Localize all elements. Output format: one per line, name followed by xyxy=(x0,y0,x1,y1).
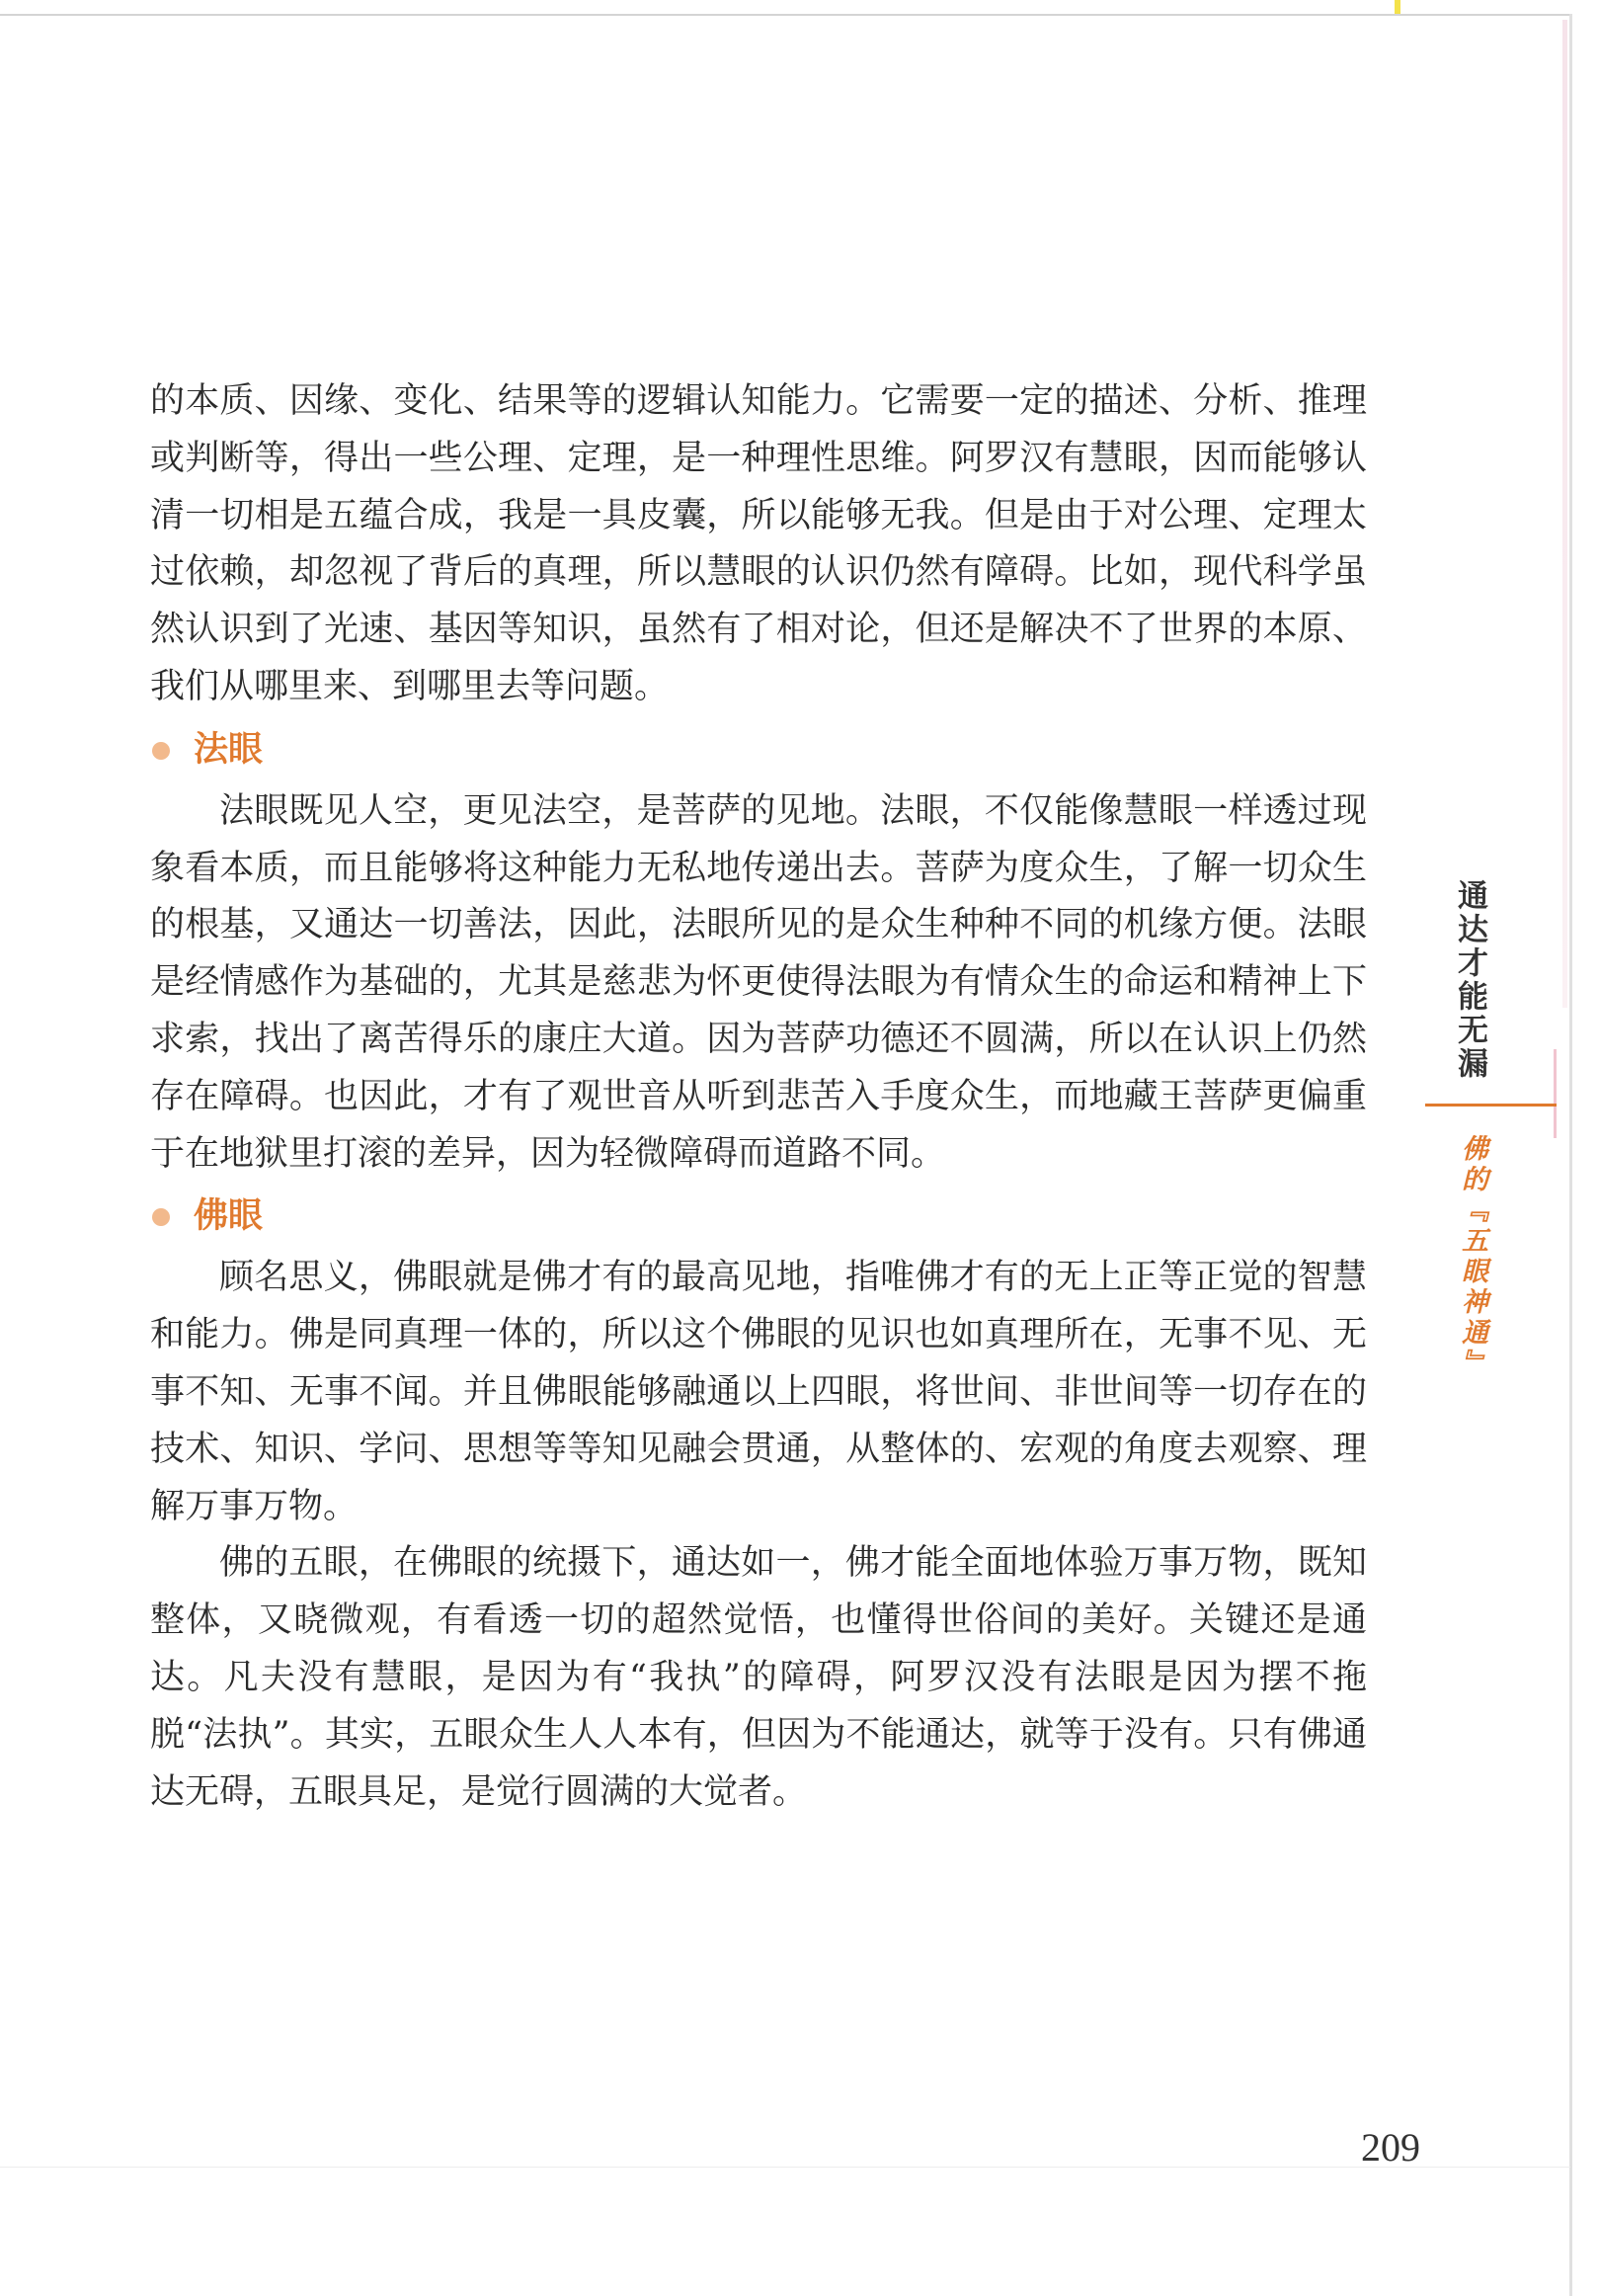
body-text xyxy=(150,373,1367,1821)
paragraph-foyan-2: 佛的五眼，在佛眼的统摄下，通达如一，佛才能全面地体验万事万物，既知整体，又晓微观，有看透一切的超然觉悟，也懂得世俗间的美好。关键还是通达。凡夫没有慧眼，是因为有“我执”的障碍，阿罗汉没有法眼是因为摆不拖脱“法执”。其实，五眼众生人人本有，但因为不能通达，就等于没有。只有佛通达无碍，五眼具足，是觉行圆满的大觉者。 xyxy=(150,1543,1367,1812)
running-title-rule xyxy=(1425,1104,1557,1107)
scan-right-edge xyxy=(1569,14,1572,2296)
paragraph-foyan-1: 顾名思义，佛眼就是佛才有的最高见地，指唯佛才有的无上正等正觉的智慧和能力。佛是同真理一体的，所以这个佛眼的见识也如真理所在，无事不见、无事不知、无事不闻。并且佛眼能够融通以上四眼，将世间、非世间等一切存在的技术、知识、学问、思想等等知见融会贯通，从整体的、宏观的角度去观察、理解万事万物。 xyxy=(150,1258,1367,1526)
section-heading-label: 法眼 xyxy=(194,729,264,770)
chapter-title: 佛的『五眼神通』 xyxy=(1457,1134,1487,1379)
page-number: 209 xyxy=(1361,2125,1420,2170)
section-heading-fayan xyxy=(150,718,1367,783)
section-heading-foyan xyxy=(150,1185,1367,1250)
scan-marker xyxy=(1395,0,1400,14)
section-heading-label: 佛眼 xyxy=(194,1196,264,1237)
running-title-tick xyxy=(1554,1049,1557,1138)
scan-top-edge xyxy=(0,14,1570,16)
bullet-dot xyxy=(152,742,170,760)
scan-bottom-line xyxy=(0,2167,1570,2168)
paragraph-fayan: 法眼既见人空，更见法空，是菩萨的见地。法眼，不仅能像慧眼一样透过现象看本质，而且能够将这种能力无私地传递出去。菩萨为度众生，了解一切众生的根基，又通达一切善法，因此，法眼所见的是众生种种不同的机缘方便。法眼是经情感作为基础的，尤其是慈悲为怀更使得法眼为有情众生的命运和精神上下求索，找出了离苦得乐的康庄大道。因为菩萨功德还不圆满，所以在认识上仍然存在障碍。也因此，才有了观世音从听到悲苦入手度众生，而地藏王菩萨更偏重于在地狱里打滚的差异，因为轻微障碍而道路不同。 xyxy=(150,790,1367,1174)
paragraph-continued: 的本质、因缘、变化、结果等的逻辑认知能力。它需要一定的描述、分析、推理或判断等，得出一些公理、定理，是一种理性思维。阿罗汉有慧眼，因而能够认清一切相是五蕴合成，我是一具皮囊，所以能够无我。但是由于对公理、定理太过依赖，却忽视了背后的真理，所以慧眼的认识仍然有障碍。比如，现代科学虽然认识到了光速、基因等知识，虽然有了相对论，但还是解决不了世界的本原、我们从哪里来、到哪里去等问题。 xyxy=(150,381,1367,706)
page-edge-tint xyxy=(1562,20,1567,1008)
running-title: 通达才能无漏 xyxy=(1452,879,1487,1081)
bullet-dot xyxy=(152,1208,170,1226)
